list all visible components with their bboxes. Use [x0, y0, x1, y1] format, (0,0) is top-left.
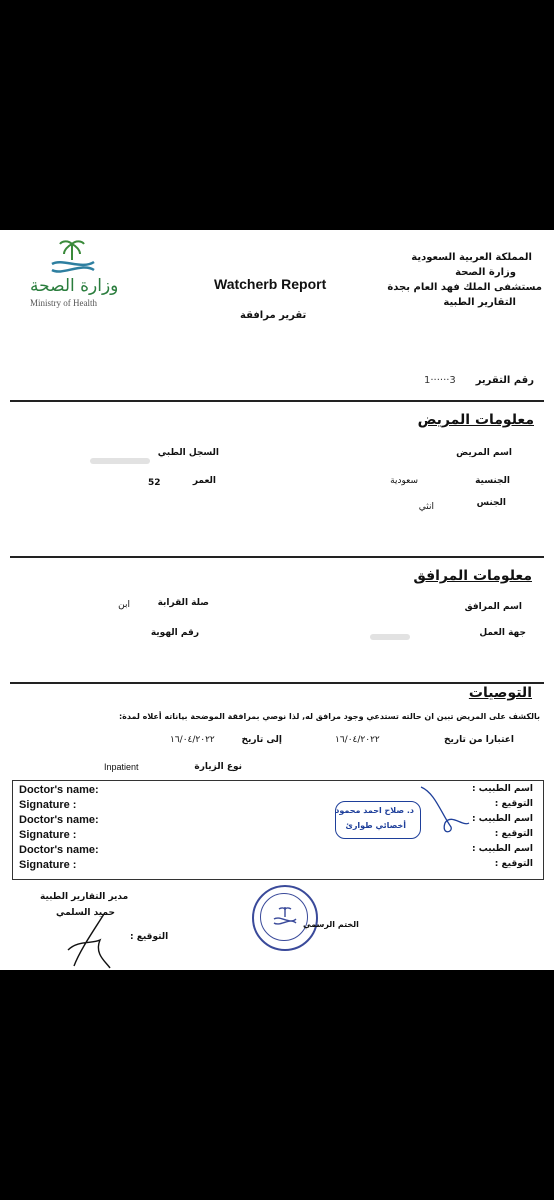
doctor-name-ar-3: اسم الطبيب :: [472, 844, 533, 854]
divider: [10, 400, 544, 402]
doctor-stamp: [335, 801, 421, 839]
official-seal: [252, 885, 318, 951]
header-hospital: مستشفى الملك فهد العام بجدة: [387, 282, 542, 293]
manager-title: مدير التقارير الطبية: [40, 892, 129, 902]
from-date-label: اعتبارا من تاريخ: [444, 735, 514, 745]
age-label: العمر: [192, 476, 216, 486]
logo-english-text: Ministry of Health: [30, 298, 97, 308]
manager-signature-icon: [58, 910, 118, 970]
id-label: رقم الهوية: [150, 628, 199, 638]
manager-name: حميد السلمي: [56, 908, 115, 918]
medical-record-label: السجل الطبي: [157, 448, 219, 458]
recommendations-title: التوصيات: [468, 685, 532, 701]
manager-sign-label: التوقيع :: [130, 932, 169, 942]
logo-arabic-text: وزارة الصحة: [30, 276, 119, 296]
nationality-label: الجنسية: [475, 476, 510, 486]
companion-section-title: معلومات المرافق: [413, 568, 532, 584]
relation-value: ابن: [118, 600, 130, 610]
stamp-doctor-title: أخصائي طوارئ: [345, 821, 406, 830]
stamp-doctor-name: د. صلاح احمد محمود: [335, 806, 414, 815]
signature-ar-2: التوقيع :: [494, 829, 533, 839]
ministry-logo: [38, 238, 108, 278]
doctor-name-ar-1: اسم الطبيب :: [472, 784, 533, 794]
age-value: 52: [148, 478, 161, 488]
signature-label-1: Signature :: [19, 799, 77, 811]
header-country: المملكة العربية السعودية: [411, 252, 532, 263]
medical-report-document: [0, 230, 554, 970]
visit-type-value: Inpatient: [104, 762, 139, 772]
signature-ar-3: التوقيع :: [494, 859, 533, 869]
seal-label: الختم الرسمي: [303, 920, 359, 929]
from-date-value: ١٦/٠٤/٢٠٢٢: [335, 735, 380, 745]
employer-label: جهة العمل: [479, 628, 526, 638]
companion-name-label: اسم المرافق: [464, 602, 522, 612]
patient-section-title: معلومات المريض: [417, 412, 534, 428]
gender-label: الجنس: [476, 498, 506, 508]
visit-type-label: نوع الزيارة: [194, 762, 242, 772]
header-dept: التقارير الطبية: [443, 297, 516, 308]
doctor-signature-icon: [411, 783, 471, 843]
doctor-name-label-3: Doctor's name:: [19, 844, 99, 856]
redacted-employer: [370, 634, 410, 640]
redacted-record: [90, 458, 150, 464]
palm-icon: [38, 238, 108, 278]
seal-emblem-icon: [271, 905, 299, 927]
to-date-value: ١٦/٠٤/٢٠٢٢: [170, 735, 215, 745]
patient-name-label: اسم المريض: [456, 448, 512, 458]
doctor-name-label-2: Doctor's name:: [19, 814, 99, 826]
doctor-name-ar-2: اسم الطبيب :: [472, 814, 533, 824]
divider: [10, 682, 544, 684]
gender-value: انثي: [418, 502, 434, 512]
signature-label-2: Signature :: [19, 829, 77, 841]
signature-label-3: Signature :: [19, 859, 77, 871]
report-number-label: رقم التقرير: [475, 375, 534, 386]
relation-label: صلة القرابة: [157, 598, 209, 608]
report-number-value: 1‧‧‧‧‧‧3: [424, 375, 456, 386]
doctors-signature-box: [12, 780, 544, 880]
signature-ar-1: التوقيع :: [494, 799, 533, 809]
nationality-value: سعودية: [390, 476, 418, 486]
recommendation-text: بالكشف على المريض تبين ان حالته تستدعي وجود مرافق له, لذا نوصي بمرافقة الموضحة بياناته أعلاه لمدة:: [118, 712, 540, 721]
to-date-label: إلى تاريخ: [241, 735, 282, 745]
doctor-name-label-1: Doctor's name:: [19, 784, 99, 796]
divider: [10, 556, 544, 558]
header-ministry: وزارة الصحة: [455, 267, 516, 278]
report-title-en: Watcherb Report: [214, 276, 327, 292]
report-title-ar: تقرير مرافقة: [240, 310, 307, 321]
